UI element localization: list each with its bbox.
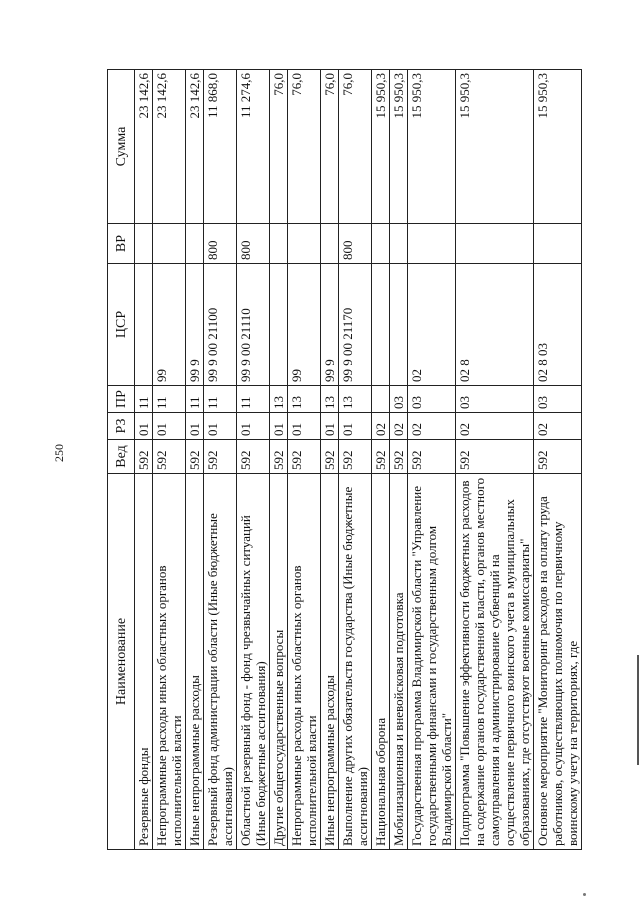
rotated-table-container (107, 70, 610, 850)
pr-cell: 11 (204, 386, 237, 413)
header-vr: ВР (108, 224, 135, 264)
csr-cell: 99 9 (186, 264, 204, 386)
table-row (135, 70, 153, 850)
sum-cell: 76,0 (270, 70, 288, 224)
pr-cell: 11 (135, 386, 153, 413)
table-row (204, 70, 237, 850)
rz-cell: 01 (204, 413, 237, 440)
name-cell: Иные непрограммные расходы (186, 474, 204, 850)
ved-cell: 592 (534, 440, 582, 474)
pr-cell: 13 (339, 386, 372, 413)
header-csr: ЦСР (108, 264, 135, 386)
name-cell: Национальная оборона (372, 474, 390, 850)
table-row (339, 70, 372, 850)
vr-cell (321, 224, 339, 264)
table-row (456, 70, 534, 850)
name-cell: Другие общегосударственные вопросы (270, 474, 288, 850)
header-rz: РЗ (108, 413, 135, 440)
rz-cell: 01 (153, 413, 186, 440)
vr-cell (456, 224, 534, 264)
csr-cell: 02 8 (456, 264, 534, 386)
name-cell: Государственная программа Владимирской области "Управление государственными финансами и государственным долгом Владимирской области" (408, 474, 456, 850)
vr-cell: 800 (204, 224, 237, 264)
table-row (237, 70, 270, 850)
table-row (270, 70, 288, 850)
table-row (186, 70, 204, 850)
pr-cell: 03 (390, 386, 408, 413)
name-cell: Непрограммные расходы иных областных органов исполнительной власти (288, 474, 321, 850)
vr-cell: 800 (237, 224, 270, 264)
rz-cell: 01 (288, 413, 321, 440)
csr-cell: 99 (288, 264, 321, 386)
vr-cell (135, 224, 153, 264)
budget-table (107, 69, 582, 850)
pr-cell (372, 386, 390, 413)
ved-cell: 592 (153, 440, 186, 474)
name-cell: Непрограммные расходы иных областных органов исполнительной власти (153, 474, 186, 850)
page-number: 250 (52, 444, 66, 462)
pr-cell: 11 (153, 386, 186, 413)
pr-cell: 13 (270, 386, 288, 413)
sum-cell: 23 142,6 (186, 70, 204, 224)
table-row (153, 70, 186, 850)
sum-cell: 23 142,6 (135, 70, 153, 224)
csr-cell: 99 9 00 21170 (339, 264, 372, 386)
table-header-row (108, 70, 135, 850)
header-sum: Сумма (108, 70, 135, 224)
sum-cell: 76,0 (339, 70, 372, 224)
table-row (390, 70, 408, 850)
ved-cell: 592 (372, 440, 390, 474)
vr-cell (534, 224, 582, 264)
ved-cell: 592 (408, 440, 456, 474)
rz-cell: 01 (270, 413, 288, 440)
ved-cell: 592 (204, 440, 237, 474)
vr-cell (186, 224, 204, 264)
vr-cell (390, 224, 408, 264)
rz-cell: 01 (186, 413, 204, 440)
sum-cell: 23 142,6 (153, 70, 186, 224)
table-row (372, 70, 390, 850)
name-cell: Выполнение других обязательств государства (Иные бюджетные ассигнования) (339, 474, 372, 850)
rz-cell: 01 (321, 413, 339, 440)
csr-cell: 02 (408, 264, 456, 386)
ved-cell: 592 (339, 440, 372, 474)
csr-cell: 02 8 03 (534, 264, 582, 386)
vr-cell (270, 224, 288, 264)
rz-cell: 02 (456, 413, 534, 440)
ved-cell: 592 (288, 440, 321, 474)
table-row (288, 70, 321, 850)
name-cell: Резервные фонды (135, 474, 153, 850)
csr-cell: 99 9 00 21100 (204, 264, 237, 386)
ved-cell: 592 (456, 440, 534, 474)
table-row (408, 70, 456, 850)
name-cell: Подпрограмма "Повышение эффективности бюджетных расходов на содержание органов государственной власти, органов местного самоуправления и администрирование субвенций на осуществление первичного воинского учета в муниципальных образованиях, где отсутствуют военные комиссариаты" (456, 474, 534, 850)
sum-cell: 15 950,3 (534, 70, 582, 224)
rz-cell: 02 (372, 413, 390, 440)
pr-cell: 13 (321, 386, 339, 413)
ved-cell: 592 (135, 440, 153, 474)
name-cell: Мобилизационная и вневойсковая подготовка (390, 474, 408, 850)
ved-cell: 592 (186, 440, 204, 474)
header-name: Наименование (108, 474, 135, 850)
pr-cell: 03 (534, 386, 582, 413)
sum-cell: 15 950,3 (390, 70, 408, 224)
vr-cell (372, 224, 390, 264)
ved-cell: 592 (270, 440, 288, 474)
header-pr: ПР (108, 386, 135, 413)
header-ved: Вед (108, 440, 135, 474)
sum-cell: 15 950,3 (456, 70, 534, 224)
sum-cell: 11 868,0 (204, 70, 237, 224)
csr-cell (390, 264, 408, 386)
csr-cell (135, 264, 153, 386)
rz-cell: 02 (534, 413, 582, 440)
pr-cell: 03 (456, 386, 534, 413)
rz-cell: 02 (390, 413, 408, 440)
table-row (534, 70, 582, 850)
rz-cell: 01 (237, 413, 270, 440)
name-cell: Резервный фонд администрации области (Иные бюджетные ассигнования) (204, 474, 237, 850)
sum-cell: 76,0 (321, 70, 339, 224)
sum-cell: 76,0 (288, 70, 321, 224)
csr-cell (372, 264, 390, 386)
name-cell: Основное мероприятие "Мониторинг расходов на оплату труда работников, осуществляющих полномочия по первичному воинскому учету на территориях, где (534, 474, 582, 850)
vr-cell (408, 224, 456, 264)
sum-cell: 15 950,3 (408, 70, 456, 224)
table-row (321, 70, 339, 850)
pr-cell: 11 (237, 386, 270, 413)
ved-cell: 592 (321, 440, 339, 474)
sum-cell: 11 274,6 (237, 70, 270, 224)
csr-cell: 99 (153, 264, 186, 386)
scan-edge-mark (637, 655, 639, 765)
pr-cell: 11 (186, 386, 204, 413)
vr-cell (288, 224, 321, 264)
name-cell: Областной резервный фонд - фонд чрезвычайных ситуаций (Иные бюджетные ассигнования) (237, 474, 270, 850)
ved-cell: 592 (390, 440, 408, 474)
vr-cell (153, 224, 186, 264)
sum-cell: 15 950,3 (372, 70, 390, 224)
name-cell: Иные непрограммные расходы (321, 474, 339, 850)
scan-speck (583, 893, 586, 896)
rz-cell: 01 (135, 413, 153, 440)
csr-cell (270, 264, 288, 386)
rz-cell: 02 (408, 413, 456, 440)
vr-cell: 800 (339, 224, 372, 264)
ved-cell: 592 (237, 440, 270, 474)
csr-cell: 99 9 (321, 264, 339, 386)
rz-cell: 01 (339, 413, 372, 440)
csr-cell: 99 9 00 21110 (237, 264, 270, 386)
pr-cell: 03 (408, 386, 456, 413)
pr-cell: 13 (288, 386, 321, 413)
